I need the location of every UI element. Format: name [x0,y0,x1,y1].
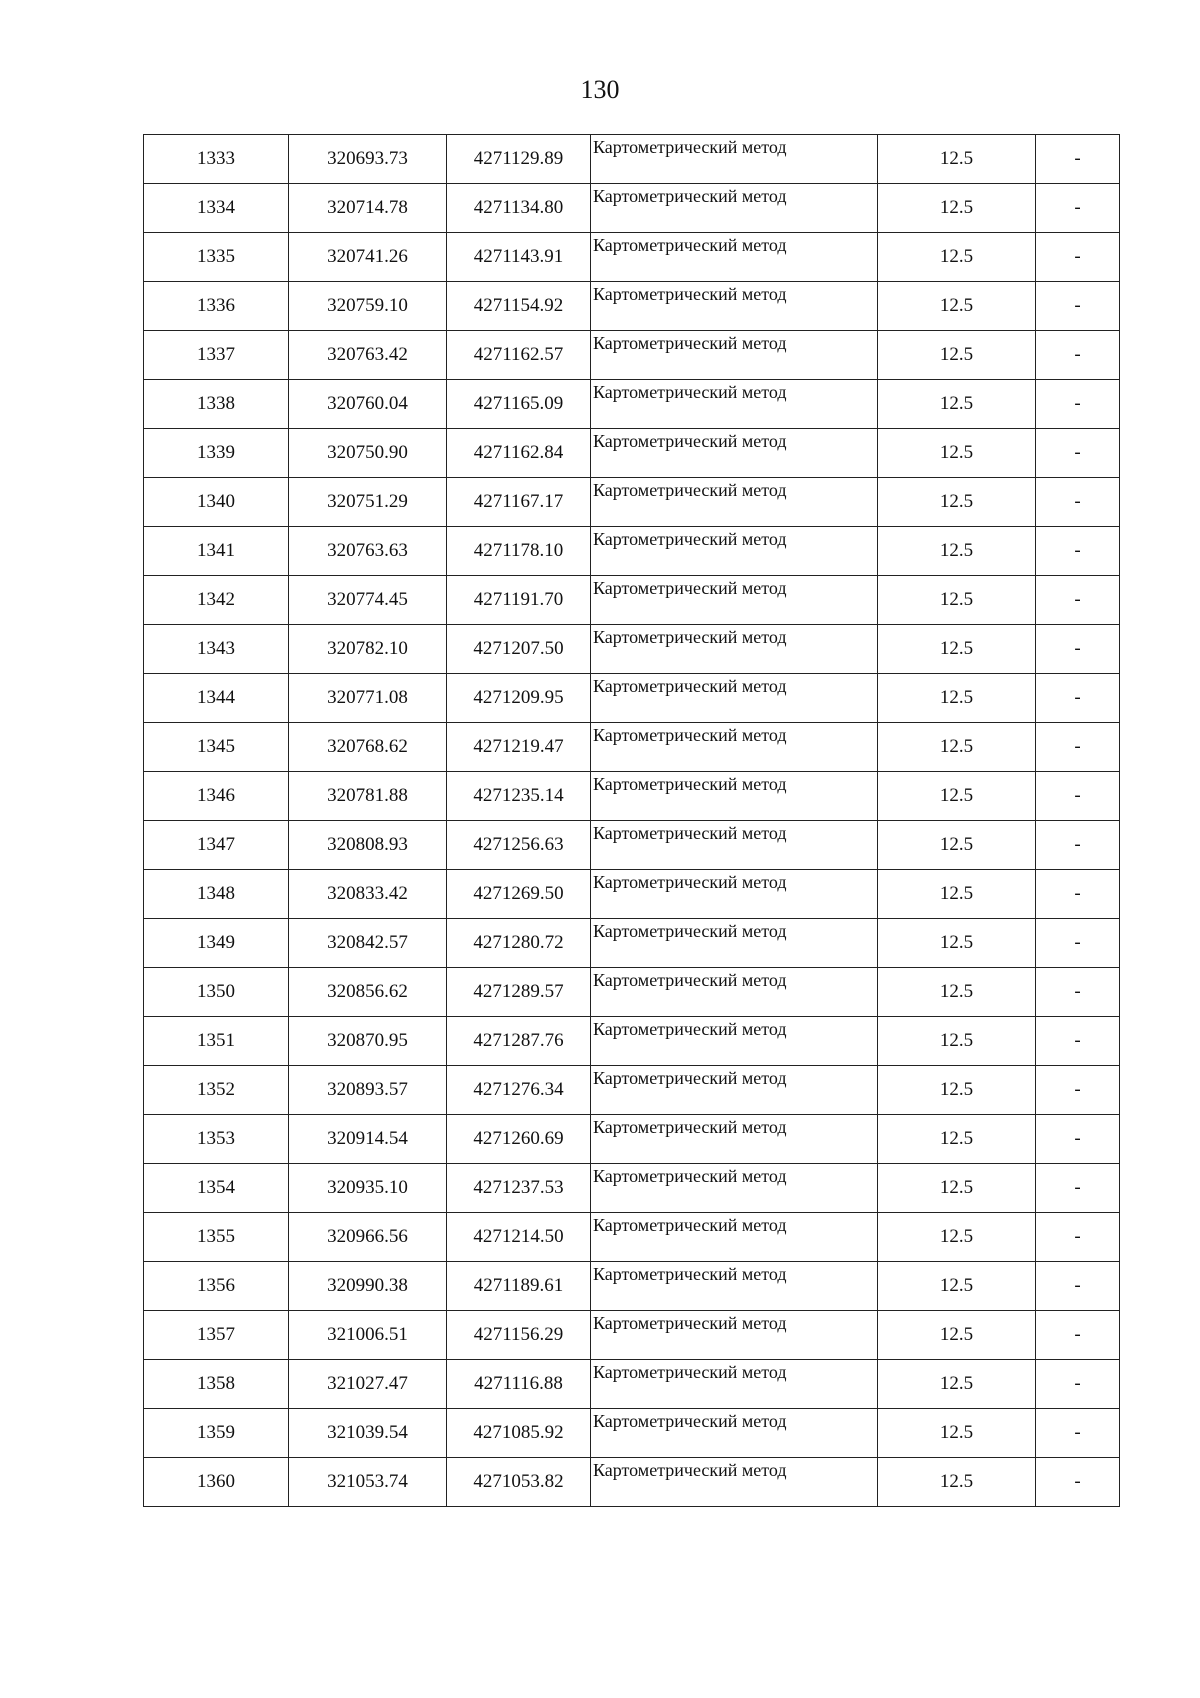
accuracy-cell: 12.5 [878,1458,1036,1507]
point-number-cell: 1350 [144,968,289,1017]
x-coordinate-cell: 320763.63 [289,527,447,576]
method-cell: Картометрический метод [591,1311,878,1360]
y-coordinate-cell: 4271129.89 [447,135,591,184]
point-number-cell: 1352 [144,1066,289,1115]
x-coordinate-cell: 320893.57 [289,1066,447,1115]
point-number-cell: 1345 [144,723,289,772]
note-cell: - [1036,135,1120,184]
table-row [144,1164,1120,1213]
table-row [144,1311,1120,1360]
y-coordinate-cell: 4271276.34 [447,1066,591,1115]
method-cell: Картометрический метод [591,184,878,233]
table-row [144,674,1120,723]
method-cell: Картометрический метод [591,1213,878,1262]
x-coordinate-cell: 321027.47 [289,1360,447,1409]
x-coordinate-cell: 320782.10 [289,625,447,674]
method-cell: Картометрический метод [591,282,878,331]
method-cell: Картометрический метод [591,1458,878,1507]
table-row [144,723,1120,772]
table-row [144,1213,1120,1262]
point-number-cell: 1358 [144,1360,289,1409]
table-row [144,233,1120,282]
table-row [144,1360,1120,1409]
y-coordinate-cell: 4271178.10 [447,527,591,576]
table-row [144,527,1120,576]
accuracy-cell: 12.5 [878,1409,1036,1458]
accuracy-cell: 12.5 [878,429,1036,478]
note-cell: - [1036,429,1120,478]
note-cell: - [1036,282,1120,331]
x-coordinate-cell: 320966.56 [289,1213,447,1262]
method-cell: Картометрический метод [591,723,878,772]
y-coordinate-cell: 4271209.95 [447,674,591,723]
method-cell: Картометрический метод [591,331,878,380]
table-row [144,1115,1120,1164]
accuracy-cell: 12.5 [878,1066,1036,1115]
point-number-cell: 1356 [144,1262,289,1311]
note-cell: - [1036,478,1120,527]
point-number-cell: 1360 [144,1458,289,1507]
point-number-cell: 1337 [144,331,289,380]
method-cell: Картометрический метод [591,527,878,576]
method-cell: Картометрический метод [591,576,878,625]
accuracy-cell: 12.5 [878,282,1036,331]
y-coordinate-cell: 4271235.14 [447,772,591,821]
method-cell: Картометрический метод [591,1115,878,1164]
point-number-cell: 1334 [144,184,289,233]
accuracy-cell: 12.5 [878,723,1036,772]
y-coordinate-cell: 4271143.91 [447,233,591,282]
x-coordinate-cell: 320750.90 [289,429,447,478]
page-number: 130 [580,75,620,104]
method-cell: Картометрический метод [591,674,878,723]
table-row [144,282,1120,331]
point-number-cell: 1335 [144,233,289,282]
accuracy-cell: 12.5 [878,1017,1036,1066]
x-coordinate-cell: 320870.95 [289,1017,447,1066]
note-cell: - [1036,625,1120,674]
point-number-cell: 1354 [144,1164,289,1213]
y-coordinate-cell: 4271269.50 [447,870,591,919]
coordinates-table [143,134,1120,1507]
table-row [144,919,1120,968]
accuracy-cell: 12.5 [878,625,1036,674]
y-coordinate-cell: 4271237.53 [447,1164,591,1213]
y-coordinate-cell: 4271053.82 [447,1458,591,1507]
accuracy-cell: 12.5 [878,1164,1036,1213]
table-row [144,870,1120,919]
accuracy-cell: 12.5 [878,674,1036,723]
method-cell: Картометрический метод [591,1360,878,1409]
point-number-cell: 1351 [144,1017,289,1066]
point-number-cell: 1343 [144,625,289,674]
table-row [144,772,1120,821]
x-coordinate-cell: 320856.62 [289,968,447,1017]
accuracy-cell: 12.5 [878,1262,1036,1311]
point-number-cell: 1357 [144,1311,289,1360]
x-coordinate-cell: 320763.42 [289,331,447,380]
accuracy-cell: 12.5 [878,870,1036,919]
point-number-cell: 1349 [144,919,289,968]
point-number-cell: 1359 [144,1409,289,1458]
y-coordinate-cell: 4271165.09 [447,380,591,429]
x-coordinate-cell: 320781.88 [289,772,447,821]
table-row [144,625,1120,674]
x-coordinate-cell: 320768.62 [289,723,447,772]
note-cell: - [1036,233,1120,282]
method-cell: Картометрический метод [591,821,878,870]
note-cell: - [1036,870,1120,919]
note-cell: - [1036,184,1120,233]
accuracy-cell: 12.5 [878,1213,1036,1262]
point-number-cell: 1339 [144,429,289,478]
table-row [144,331,1120,380]
point-number-cell: 1353 [144,1115,289,1164]
note-cell: - [1036,723,1120,772]
x-coordinate-cell: 320833.42 [289,870,447,919]
point-number-cell: 1346 [144,772,289,821]
method-cell: Картометрический метод [591,478,878,527]
y-coordinate-cell: 4271085.92 [447,1409,591,1458]
note-cell: - [1036,1213,1120,1262]
point-number-cell: 1333 [144,135,289,184]
x-coordinate-cell: 320759.10 [289,282,447,331]
accuracy-cell: 12.5 [878,772,1036,821]
method-cell: Картометрический метод [591,919,878,968]
table-row [144,1017,1120,1066]
accuracy-cell: 12.5 [878,478,1036,527]
table-row [144,380,1120,429]
table-row [144,1409,1120,1458]
note-cell: - [1036,1458,1120,1507]
x-coordinate-cell: 321006.51 [289,1311,447,1360]
y-coordinate-cell: 4271189.61 [447,1262,591,1311]
y-coordinate-cell: 4271256.63 [447,821,591,870]
accuracy-cell: 12.5 [878,821,1036,870]
note-cell: - [1036,1262,1120,1311]
y-coordinate-cell: 4271134.80 [447,184,591,233]
point-number-cell: 1336 [144,282,289,331]
method-cell: Картометрический метод [591,1262,878,1311]
table-row [144,478,1120,527]
table-row [144,968,1120,1017]
method-cell: Картометрический метод [591,625,878,674]
point-number-cell: 1348 [144,870,289,919]
point-number-cell: 1355 [144,1213,289,1262]
method-cell: Картометрический метод [591,1066,878,1115]
y-coordinate-cell: 4271167.17 [447,478,591,527]
note-cell: - [1036,1115,1120,1164]
accuracy-cell: 12.5 [878,968,1036,1017]
y-coordinate-cell: 4271289.57 [447,968,591,1017]
x-coordinate-cell: 320914.54 [289,1115,447,1164]
method-cell: Картометрический метод [591,968,878,1017]
point-number-cell: 1342 [144,576,289,625]
note-cell: - [1036,772,1120,821]
note-cell: - [1036,821,1120,870]
coordinates-table-body [144,135,1120,1507]
method-cell: Картометрический метод [591,380,878,429]
note-cell: - [1036,1409,1120,1458]
point-number-cell: 1344 [144,674,289,723]
accuracy-cell: 12.5 [878,527,1036,576]
accuracy-cell: 12.5 [878,135,1036,184]
x-coordinate-cell: 320771.08 [289,674,447,723]
x-coordinate-cell: 321039.54 [289,1409,447,1458]
note-cell: - [1036,380,1120,429]
y-coordinate-cell: 4271260.69 [447,1115,591,1164]
x-coordinate-cell: 320693.73 [289,135,447,184]
accuracy-cell: 12.5 [878,1360,1036,1409]
table-row [144,1066,1120,1115]
y-coordinate-cell: 4271191.70 [447,576,591,625]
table-row [144,576,1120,625]
point-number-cell: 1338 [144,380,289,429]
accuracy-cell: 12.5 [878,233,1036,282]
table-row [144,184,1120,233]
note-cell: - [1036,576,1120,625]
y-coordinate-cell: 4271162.84 [447,429,591,478]
y-coordinate-cell: 4271162.57 [447,331,591,380]
x-coordinate-cell: 320808.93 [289,821,447,870]
point-number-cell: 1347 [144,821,289,870]
point-number-cell: 1340 [144,478,289,527]
table-row [144,1262,1120,1311]
accuracy-cell: 12.5 [878,1311,1036,1360]
y-coordinate-cell: 4271156.29 [447,1311,591,1360]
note-cell: - [1036,331,1120,380]
method-cell: Картометрический метод [591,429,878,478]
table-row [144,135,1120,184]
note-cell: - [1036,1164,1120,1213]
accuracy-cell: 12.5 [878,576,1036,625]
y-coordinate-cell: 4271280.72 [447,919,591,968]
y-coordinate-cell: 4271287.76 [447,1017,591,1066]
y-coordinate-cell: 4271116.88 [447,1360,591,1409]
x-coordinate-cell: 320751.29 [289,478,447,527]
note-cell: - [1036,1360,1120,1409]
point-number-cell: 1341 [144,527,289,576]
accuracy-cell: 12.5 [878,1115,1036,1164]
x-coordinate-cell: 320741.26 [289,233,447,282]
x-coordinate-cell: 320842.57 [289,919,447,968]
note-cell: - [1036,968,1120,1017]
table-row [144,1458,1120,1507]
x-coordinate-cell: 321053.74 [289,1458,447,1507]
note-cell: - [1036,919,1120,968]
method-cell: Картометрический метод [591,135,878,184]
x-coordinate-cell: 320774.45 [289,576,447,625]
y-coordinate-cell: 4271214.50 [447,1213,591,1262]
note-cell: - [1036,527,1120,576]
note-cell: - [1036,674,1120,723]
note-cell: - [1036,1017,1120,1066]
method-cell: Картометрический метод [591,1409,878,1458]
method-cell: Картометрический метод [591,1017,878,1066]
accuracy-cell: 12.5 [878,184,1036,233]
accuracy-cell: 12.5 [878,331,1036,380]
method-cell: Картометрический метод [591,233,878,282]
x-coordinate-cell: 320935.10 [289,1164,447,1213]
x-coordinate-cell: 320714.78 [289,184,447,233]
table-row [144,821,1120,870]
note-cell: - [1036,1066,1120,1115]
x-coordinate-cell: 320990.38 [289,1262,447,1311]
accuracy-cell: 12.5 [878,380,1036,429]
method-cell: Картометрический метод [591,870,878,919]
table-row [144,429,1120,478]
note-cell: - [1036,1311,1120,1360]
accuracy-cell: 12.5 [878,919,1036,968]
method-cell: Картометрический метод [591,772,878,821]
x-coordinate-cell: 320760.04 [289,380,447,429]
method-cell: Картометрический метод [591,1164,878,1213]
y-coordinate-cell: 4271219.47 [447,723,591,772]
y-coordinate-cell: 4271154.92 [447,282,591,331]
y-coordinate-cell: 4271207.50 [447,625,591,674]
